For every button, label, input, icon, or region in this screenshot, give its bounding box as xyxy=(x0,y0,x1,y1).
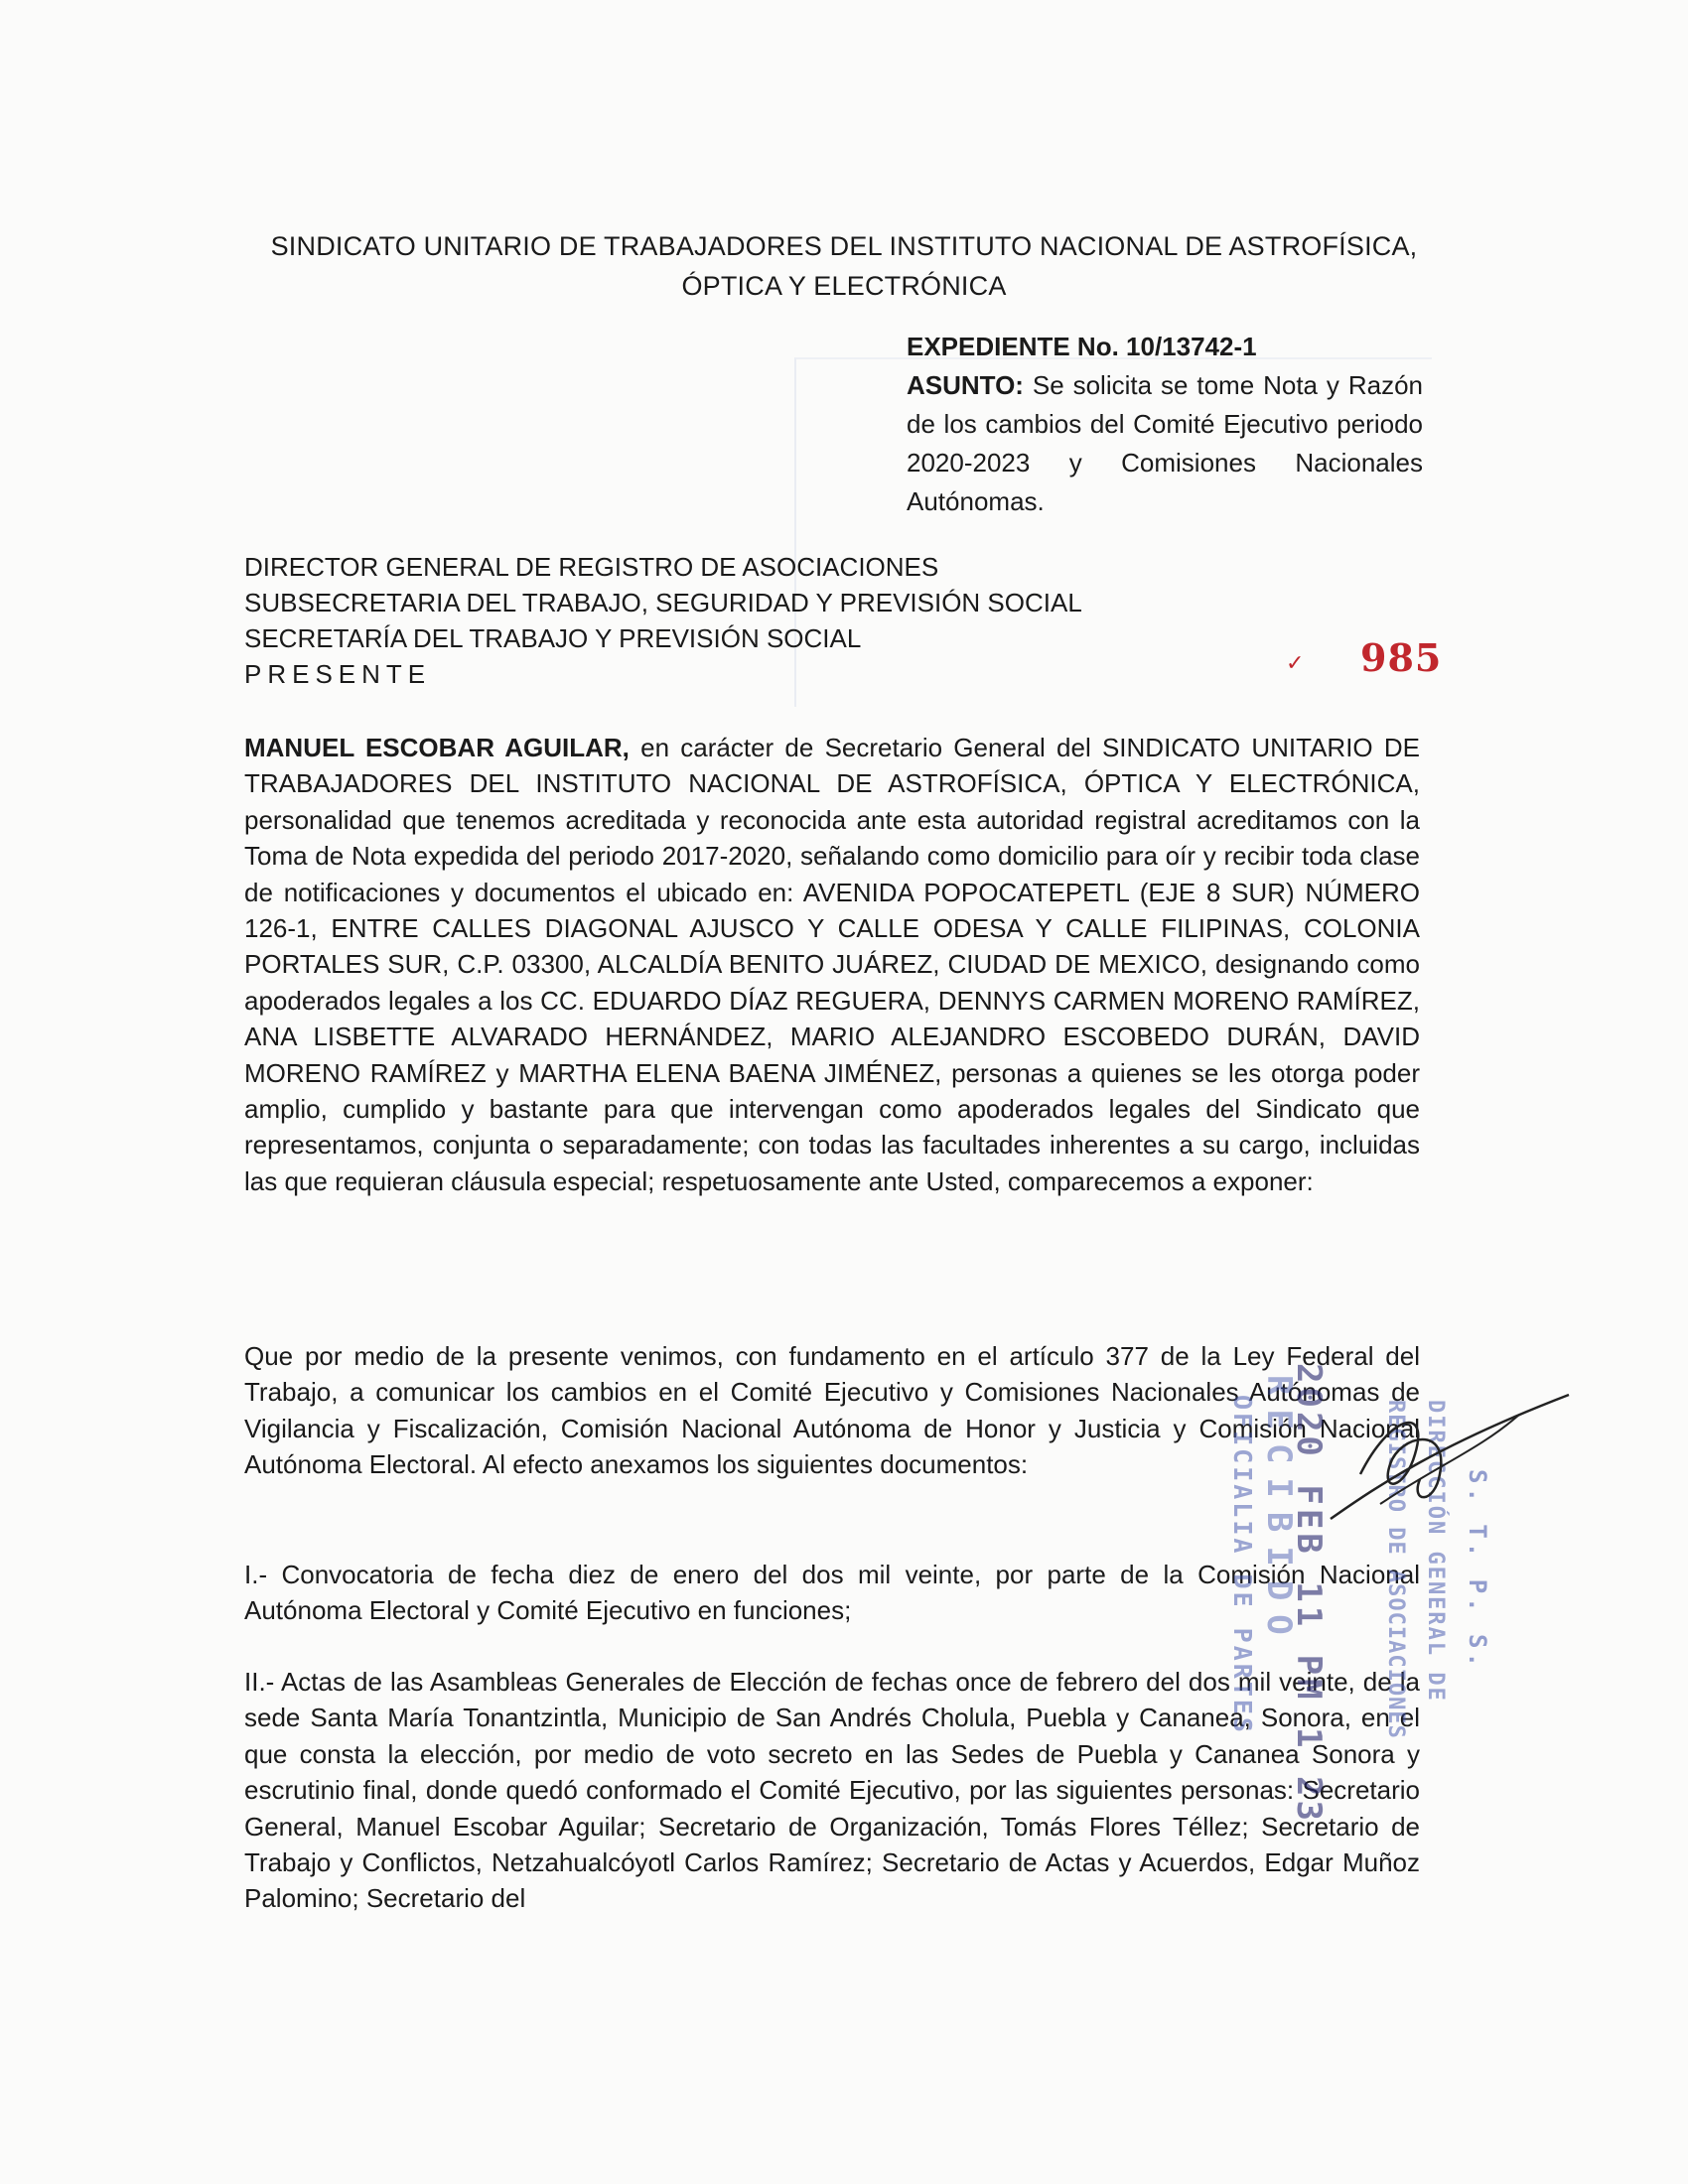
paragraph-lead-name: MANUEL ESCOBAR AGUILAR, xyxy=(244,733,630,762)
stamp-received: RECIBIDO xyxy=(1259,1375,1299,1649)
case-block xyxy=(907,328,1423,521)
addressee-line-2: SUBSECRETARIA DEL TRABAJO, SEGURIDAD Y PREVISIÓN SOCIAL xyxy=(244,588,1082,617)
signature-icon xyxy=(1321,1355,1579,1544)
addressee-line-1: DIRECTOR GENERAL DE REGISTRO DE ASOCIACIONES xyxy=(244,552,939,582)
paragraph-purpose: Que por medio de la presente venimos, con fundamento en el artículo 377 de la Ley Federal del Trabajo, a comunicar los cambios en el Comité Ejecutivo y Comisiones Nacionales Autónomas de Vigilancia y Fiscalización, Comisión Nacional Autónoma de Honor y Justicia y Comisión Nacional Autónoma Electoral. Al efecto anexamos los siguientes documentos: xyxy=(244,1341,1420,1480)
addressee-block xyxy=(244,549,1138,692)
paragraph-item-1: I.- Convocatoria de fecha diez de enero del dos mil veinte, por parte de la Comisión Nacional Autónoma Electoral y Comité Ejecutivo en funciones; xyxy=(244,1560,1420,1626)
stamp-direction: DIRECCIÓN GENERAL DE xyxy=(1423,1400,1448,1703)
check-mark-icon: ✓ xyxy=(1286,650,1305,675)
stamp-registry: REGISTRO DE ASOCIACIONES xyxy=(1383,1400,1408,1739)
union-name-heading xyxy=(238,226,1450,306)
stamp-office: OFICIALIA DE PARTES xyxy=(1228,1395,1257,1735)
heading-line-1: SINDICATO UNITARIO DE TRABAJADORES DEL INSTITUTO NACIONAL DE ASTROFÍSICA, xyxy=(270,231,1418,261)
addressee-line-3: SECRETARÍA DEL TRABAJO Y PREVISIÓN SOCIAL xyxy=(244,623,862,653)
stamp-date: 2020 FEB 11 PM 1 23 xyxy=(1289,1363,1329,1825)
paragraph-item-2: II.- Actas de las Asambleas Generales de Elección de fechas once de febrero del dos mil veinte, de la sede Santa María Tonantzintla, Municipio de San Andrés Cholula, Puebla y Cananea, Sonora, en el que consta la elección, por medio de voto secreto en las Sedes de Puebla y Cananea Sonora y escrutinio final, donde quedó conformado el Comité Ejecutivo, por las siguientes personas: Secretario General, Manuel Escobar Aguilar; Secretario de Organización, Tomás Flores Téllez; Secretario de Trabajo y Conflictos, Netzahualcóyotl Carlos Ramírez; Secretario de Actas y Acuerdos, Edgar Muñoz Palomino; Secretario del xyxy=(244,1667,1420,1914)
paragraph-introduction xyxy=(244,730,1420,1199)
subject-label: ASUNTO: xyxy=(907,370,1024,400)
heading-line-2: ÓPTICA Y ELECTRÓNICA xyxy=(681,271,1007,301)
reference-number: 985 xyxy=(1360,635,1443,680)
subject-text: Se solicita se tome Nota y Razón de los cambios del Comité Ejecutivo periodo 2020-2023 y Comisiones Nacionales Autónomas. xyxy=(907,370,1423,516)
subject xyxy=(907,366,1423,521)
addressee-presente: PRESENTE xyxy=(244,659,432,689)
case-number: EXPEDIENTE No. 10/13742-1 xyxy=(907,332,1257,361)
paragraph-introduction-text: en carácter de Secretario General del SINDICATO UNITARIO DE TRABAJADORES DEL INSTITUTO NACIONAL DE ASTROFÍSICA, ÓPTICA Y ELECTRÓNICA, personalidad que tenemos acreditada y reconocida ante esta autoridad registral acreditamos con la Toma de Nota expedida del periodo 2017-2020, señalando como domicilio para oír y recibir toda clase de notificaciones y documentos el ubicado en: AVENIDA POPOCATEPETL (EJE 8 SUR) NÚMERO 126-1, ENTRE CALLES DIAGONAL AJUSCO Y CALLE ODESA Y CALLE FILIPINAS, COLONIA PORTALES SUR, C.P. 03300, ALCALDÍA BENITO JUÁREZ, CIUDAD DE MEXICO, designando como apoderados legales a los CC. EDUARDO DÍAZ REGUERA, DENNYS CARMEN MORENO RAMÍREZ, ANA LISBETTE ALVARADO HERNÁNDEZ, MARIO ALEJANDRO ESCOBEDO DURÁN, DAVID MORENO RAMÍREZ y MARTHA ELENA BAENA JIMÉNEZ, personas a quienes se les otorga poder amplio, cumplido y bastante para que intervengan como apoderados legales del Sindicato que representamos, conjunta o separadamente; con todas las facultades inherentes a su cargo, incluidas las que requieran cláusula especial; respetuosamente ante Usted, comparecemos a exponer: xyxy=(244,733,1420,1196)
stamp-stps: S. T. P. S. xyxy=(1464,1469,1491,1671)
